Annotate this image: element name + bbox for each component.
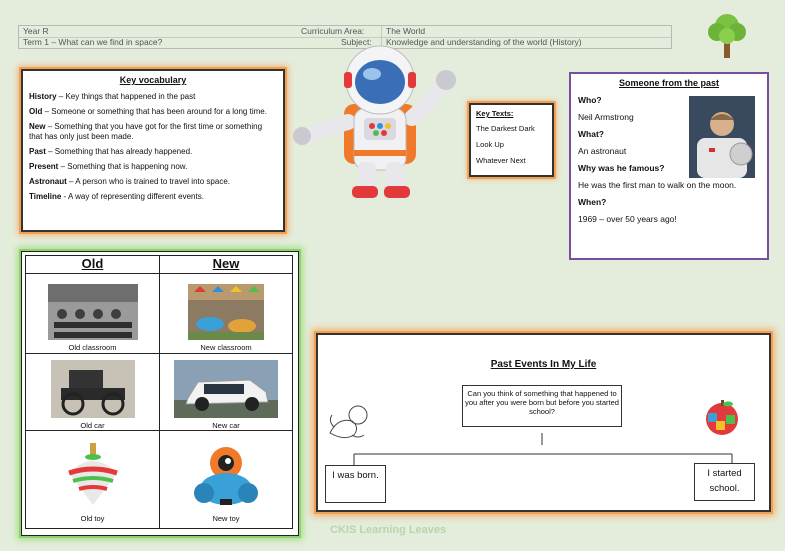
vocab-past: Past – Something that has already happened. [29,147,193,156]
year-label: Year R [23,26,49,36]
why-answer: He was the first man to walk on the moon. [578,180,737,190]
spinning-top-image [65,443,121,511]
apple-abc-icon [702,399,742,437]
baby-outline-icon [324,403,374,443]
new-car-caption: New car [212,421,240,430]
subject-label: Subject: [341,37,372,47]
vocabulary-box [21,69,285,232]
who-question: Who? [578,95,602,105]
new-toy-caption: New toy [212,514,240,523]
old-toy-caption: Old toy [80,514,105,523]
new-header: New [160,256,293,274]
footer-brand: CKIS Learning Leaves [330,524,447,536]
old-header: Old [26,256,160,274]
vocab-old: Old – Someone or something that has been around for a long time. [29,107,267,116]
someone-from-past-box [569,72,769,260]
subject-value: Knowledge and understanding of the world (History) [386,37,582,47]
robot-toy-image [190,443,262,511]
what-question: What? [578,129,604,139]
key-texts-box [469,103,554,177]
key-text-item: The Darkest Dark [476,124,535,133]
born-box: I was born. [325,465,386,503]
when-question: When? [578,197,607,207]
school-box: I started school. [694,463,755,501]
vocab-new: New – Something that you have got for the first time or something that has only just been made. [29,122,263,141]
vocab-astronaut: Astronaut – A person who is trained to travel into space. [29,177,230,186]
key-text-item: Look Up [476,140,504,149]
new-classroom-caption: New classroom [200,343,252,352]
old-classroom-caption: Old classroom [68,343,117,352]
who-answer: Neil Armstrong [578,112,634,122]
new-classroom-photo [188,284,264,340]
term-label: Term 1 – What can we find in space? [23,37,163,47]
vocabulary-title: Key vocabulary [119,75,187,85]
astronaut-illustration [292,44,468,206]
past-title: Someone from the past [618,78,719,88]
what-answer: An astronaut [578,146,627,156]
old-car-caption: Old car [80,421,105,430]
timeline-question-box: Can you think of something that happened to you after you were born but before you started school? [462,385,622,427]
vocab-timeline: Timeline - A way of representing different events. [29,192,204,201]
curriculum-label: Curriculum Area: [301,26,365,36]
key-texts-title: Key Texts: [476,109,514,118]
when-answer: 1969 – over 50 years ago! [578,214,677,224]
why-question: Why was he famous? [578,163,665,173]
tree-icon [705,10,749,60]
old-car-photo [51,360,135,418]
new-car-photo [174,360,278,418]
vocab-present: Present – Something that is happening now. [29,162,188,171]
timeline-title: Past Events In My Life [490,359,597,370]
key-text-item: Whatever Next [476,156,526,165]
old-classroom-photo [48,284,138,340]
timeline-box [316,333,771,512]
vocab-history: History – Key things that happened in the past [29,92,196,101]
curriculum-value: The World [386,26,426,36]
neil-armstrong-photo [689,96,755,178]
old-new-table [21,251,299,536]
